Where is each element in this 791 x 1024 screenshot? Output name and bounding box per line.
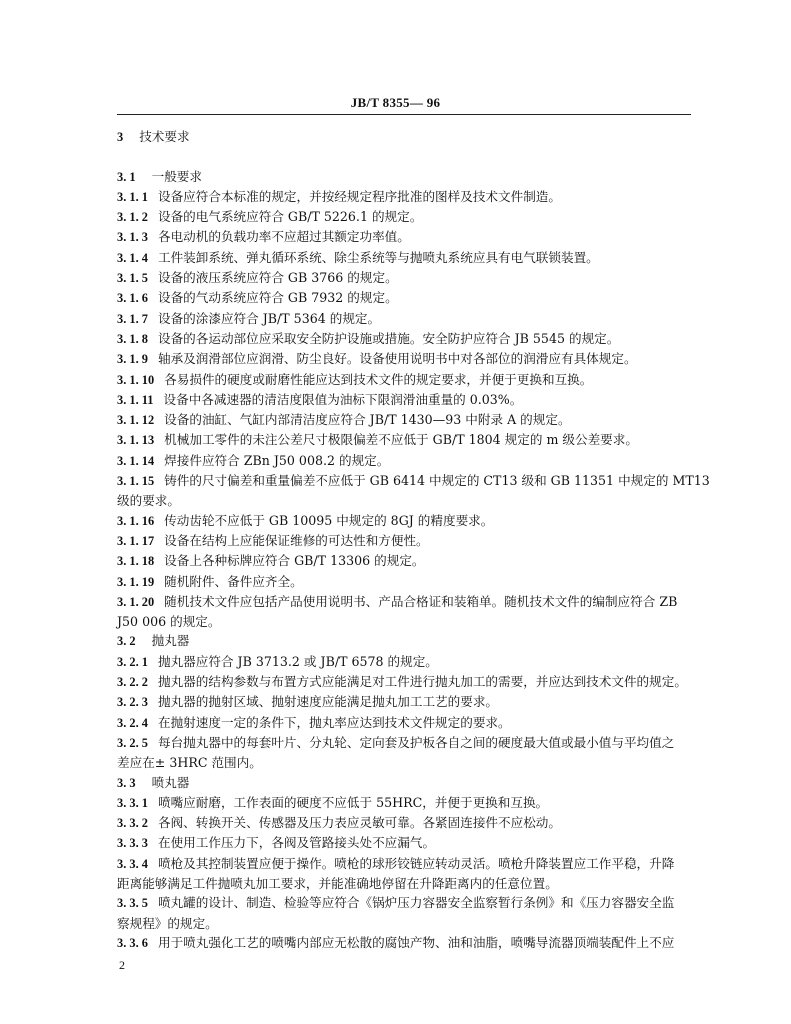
clause-number: 3. 3 <box>117 775 136 790</box>
clause-line <box>117 349 693 369</box>
clause-line <box>117 592 693 612</box>
clause-continuation: 察规程》的规定。 <box>117 915 218 931</box>
clause-text: 一般要求 <box>151 168 202 184</box>
clause-text: 在抛射速度一定的条件下，抛丸率应达到技术文件规定的要求。 <box>157 714 511 730</box>
document-body <box>117 127 710 953</box>
clause-line <box>117 813 693 833</box>
clause-number: 3. 1 <box>117 169 136 184</box>
subsection-heading <box>117 773 693 793</box>
clause-number: 3. 1. 6 <box>117 291 148 306</box>
clause-number: 3. 2. 5 <box>117 735 148 750</box>
clause-text: 每台抛丸器中的每套叶片、分丸轮、定向套及护板各自之间的硬度最大值或最小值与平均值之 <box>157 734 675 750</box>
clause-number: 3. 1. 4 <box>117 250 148 265</box>
clause-number: 3. 1. 12 <box>117 413 155 428</box>
clause-text: 设备应符合本标准的规定，并按经规定程序批准的图样及技术文件制造。 <box>157 188 561 204</box>
clause-number: 3. 1. 20 <box>117 594 155 609</box>
clause-line <box>117 248 693 268</box>
clause-number: 3. 3. 4 <box>117 856 148 871</box>
clause-line <box>117 833 693 853</box>
clause-text: 各阀、转换开关、传感器及压力表应灵敏可靠。各紧固连接件不应松动。 <box>157 815 561 831</box>
clause-text: 设备中各减速器的清洁度限值为油标下限润滑油重量的 0.03%。 <box>163 391 523 407</box>
clause-number: 3. 2. 2 <box>117 675 148 690</box>
clause-line <box>117 329 693 349</box>
clause-text: 抛丸器 <box>151 633 190 649</box>
clause-continuation: 级的要求。 <box>117 493 180 509</box>
clause-line <box>117 390 693 410</box>
clause-text: 随机技术文件应包括产品使用说明书、产品合格证和装箱单。随机技术文件的编制应符合 ZB <box>164 593 678 609</box>
clause-number: 3. 1. 5 <box>117 271 148 286</box>
clause-number: 3. 1. 3 <box>117 230 148 245</box>
clause-line <box>117 410 693 430</box>
clause-text: 设备在结构上应能保证维修的可达性和方便性。 <box>164 532 429 548</box>
clause-line <box>117 893 693 913</box>
clause-line <box>117 207 693 227</box>
subsection-heading <box>117 167 693 187</box>
clause-number: 3. 2. 1 <box>117 654 148 669</box>
clause-number: 3. 1. 10 <box>117 372 155 387</box>
clause-number: 3. 1. 13 <box>117 433 155 448</box>
clause-line <box>117 692 693 712</box>
clause-number: 3. 2. 3 <box>117 695 148 710</box>
page-header: JB/T 8355— 96 <box>350 95 441 110</box>
clause-number: 3. 2 <box>117 634 136 649</box>
clause-number: 3. 1. 17 <box>117 533 155 548</box>
clause-number: 3. 3. 1 <box>117 795 148 810</box>
clause-line <box>117 370 693 390</box>
clause-line <box>117 309 693 329</box>
section-heading <box>117 127 693 147</box>
clause-continuation: 距离能够满足工件抛喷丸加工要求，并能准确地停留在升降距离内的任意位置。 <box>117 875 558 891</box>
clause-text: 抛丸器的抛射区域、抛射速度应能满足抛丸加工工艺的要求。 <box>157 694 499 710</box>
clause-text: 各易损件的硬度或耐磨性能应达到技术文件的规定要求，并便于更换和互换。 <box>164 371 593 387</box>
subsection-heading <box>117 631 693 651</box>
clause-line <box>117 793 693 813</box>
clause-text: 随机附件、备件应齐全。 <box>164 573 303 589</box>
clause-number: 3. 1. 7 <box>117 311 148 326</box>
spacer <box>117 147 693 166</box>
clause-text: 传动齿轮不应低于 GB 10095 中规定的 8GJ 的精度要求。 <box>164 512 494 528</box>
clause-number: 3. 1. 8 <box>117 331 148 346</box>
clause-line <box>117 672 693 692</box>
clause-text: 工件装卸系统、弹丸循环系统、除尘系统等与抛喷丸系统应具有电气联锁装置。 <box>157 249 599 265</box>
clause-text: 设备的电气系统应符合 GB/T 5226.1 的规定。 <box>157 209 423 225</box>
clause-line <box>117 511 693 531</box>
clause-number: 3. 3. 2 <box>117 816 148 831</box>
clause-text: 铸件的尺寸偏差和重量偏差不应低于 GB 6414 中规定的 CT13 级和 GB 11351 中规定的 MT13 <box>164 473 710 489</box>
clause-continuation: 差应在± 3HRC 范围内。 <box>117 755 262 771</box>
clause-number: 3. 1. 14 <box>117 453 155 468</box>
clause-line <box>117 227 693 247</box>
clause-text: 设备的气动系统应符合 GB 7932 的规定。 <box>157 290 398 306</box>
clause-line <box>117 551 693 571</box>
clause-text: 设备的液压系统应符合 GB 3766 的规定。 <box>157 270 398 286</box>
clause-text: 抛丸器的结构参数与布置方式应能满足对工件进行抛丸加工的需要，并应达到技术文件的规定。 <box>157 674 687 690</box>
header-rule <box>117 114 691 115</box>
clause-line <box>117 187 693 207</box>
clause-number: 3. 3. 3 <box>117 836 148 851</box>
clause-number: 3. 1. 9 <box>117 352 148 367</box>
clause-line <box>117 531 693 551</box>
clause-number: 3. 1. 18 <box>117 554 155 569</box>
clause-line <box>117 268 693 288</box>
section-number: 3 <box>117 130 124 144</box>
clause-number: 3. 1. 16 <box>117 513 155 528</box>
clause-number: 3. 1. 15 <box>117 474 155 489</box>
clause-line <box>117 430 693 450</box>
clause-text: 设备上各种标牌应符合 GB/T 13306 的规定。 <box>164 553 425 569</box>
clause-line <box>117 288 693 308</box>
clause-text: 喷丸罐的设计、制造、检验等应符合《锅炉压力容器安全监察暂行条例》和《压力容器安全监 <box>157 895 675 911</box>
clause-number: 3. 3. 6 <box>117 935 148 950</box>
clause-text: 喷嘴应耐磨，工作表面的硬度不应低于 55HRC，并便于更换和互换。 <box>157 794 549 810</box>
clause-line <box>117 471 710 491</box>
clause-text: 喷枪及其控制装置应便于操作。喷枪的球形铰链应转动灵活。喷枪升降装置应工作平稳，升降 <box>157 855 675 871</box>
clause-line <box>117 713 693 733</box>
clause-text: 各电动机的负载功率不应超过其额定功率值。 <box>157 229 410 245</box>
clause-text: 设备的各运动部位应采取安全防护设施或措施。安全防护应符合 JB 5545 的规定。 <box>157 330 620 346</box>
clause-text: 喷丸器 <box>151 774 190 790</box>
clause-text: 设备的涂漆应符合 JB/T 5364 的规定。 <box>157 310 381 326</box>
clause-line <box>117 451 693 471</box>
clause-number: 3. 1. 11 <box>117 392 154 407</box>
clause-number: 3. 1. 2 <box>117 210 148 225</box>
clause-text: 焊接件应符合 ZBn J50 008.2 的规定。 <box>164 452 390 468</box>
clause-text: 机械加工零件的未注公差尺寸极限偏差不应低于 GB/T 1804 规定的 m 级公差要求。 <box>164 432 638 448</box>
page-number: 2 <box>119 958 125 972</box>
clause-number: 3. 1. 1 <box>117 189 148 204</box>
clause-text: 用于喷丸强化工艺的喷嘴内部应无松散的腐蚀产物、油和油脂，喷嘴导流器顶端装配件上不应 <box>157 934 675 950</box>
clause-line <box>117 733 693 753</box>
clause-continuation: J50 006 的规定。 <box>117 614 221 630</box>
clause-text: 轴承及润滑部位应润滑、防尘良好。设备使用说明书中对各部位的润滑应有具体规定。 <box>157 351 637 367</box>
clause-line <box>117 652 693 672</box>
clause-line <box>117 854 693 874</box>
clause-number: 3. 2. 4 <box>117 715 148 730</box>
clause-number: 3. 1. 19 <box>117 574 155 589</box>
clause-text: 在使用工作压力下，各阀及管路接头处不应漏气。 <box>157 835 436 851</box>
clause-text: 抛丸器应符合 JB 3713.2 或 JB/T 6578 的规定。 <box>157 653 438 669</box>
clause-line <box>117 572 693 592</box>
section-title: 技术要求 <box>139 129 190 144</box>
clause-text: 设备的油缸、气缸内部清洁度应符合 JB/T 1430—93 中附录 A 的规定。 <box>164 412 571 428</box>
clause-number: 3. 3. 5 <box>117 896 148 911</box>
clause-line <box>117 933 693 953</box>
